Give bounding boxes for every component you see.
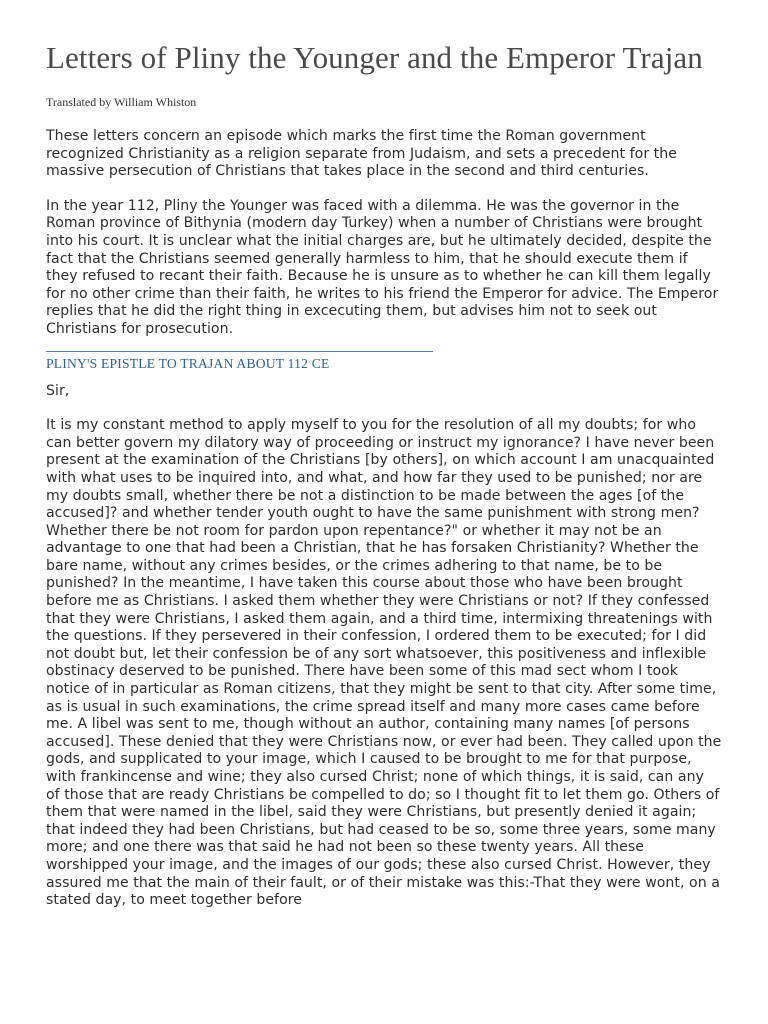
translator-credit: Translated by William Whiston <box>46 95 197 109</box>
intro-paragraph-2: In the year 112, Pliny the Younger was faced with a dilemma. He was the governor in the Roman province of Bithynia (modern day Turkey) when a number of Christians were brought into his court. It is unclear what the initial charges are, but he ultimately decided, despite the fact that the Christians seemed generally harmless to him, that he should execute them if they refused to recant their faith. Because he is unsure as to whether he can kill them legally for no other crime than their faith, he writes to his friend the Emperor for advice. The Emperor replies that he did the right thing in excecuting them, but advises him not to seek out Christians for prosecution. <box>46 197 719 337</box>
section-heading: PLINY'S EPISTLE TO TRAJAN ABOUT 112 CE <box>46 355 330 371</box>
intro-paragraph-1: These letters concern an episode which marks the first time the Roman government recognized Christianity as a religion separate from Judaism, and sets a precedent for the massive persecution of Christians that takes place in the second and third centuries. <box>46 128 677 180</box>
section-divider <box>46 351 433 352</box>
letter-salutation: Sir, <box>46 382 70 399</box>
document-page <box>46 40 722 910</box>
letter-body-paragraph: It is my constant method to apply myself to you for the resolution of all my doubts; for who can better govern my dilatory way of proceeding or instruct my ignorance? I have never been present at the examination of the Christians [by others], on which account I am unacquainted with what uses to be inquired into, and what, and how far they used to be punished; nor are my doubts small, whether there be not a distinction to be made between the ages [of the accused]? and whether tender youth ought to have the same punishment with strong men? Whether there be not room for pardon upon repentance?" or whether it may not be an advantage to one that had been a Christian, that he has forsaken Christianity? Whether the bare name, without any crimes besides, or the crimes adhering to that name, be to be punished? In the meantime, I have taken this course about those who have been brought before me as Christians. I asked them whether they were Christians or not? If they confessed that they were Christians, I asked them again, and a third time, intermixing threatenings with the questions. If they persevered in their confession, I ordered them to be executed; for I did not doubt but, let their confession be of any sort whatsoever, this positiveness and inflexible obstinacy deserved to be punished. There have been some of this mad sect whom I took notice of in particular as Roman citizens, that they might be sent to that city. After some time, as is usual in such examinations, the crime spread itself and many more cases came before me. A libel was sent to me, though without an author, containing many names [of persons accused]. These denied that they were Christians now, or ever had been. They called upon the gods, and supplicated to your image, which I caused to be brought to me for that purpose, with frankincense and wine; they also cursed Christ; none of which things, it is said, can any of those that are ready Christians be compelled to do; so I thought fit to let them go. Others of them that were named in the libel, said they were Christians, but presently denied it again; that indeed they had been Christians, but had ceased to be so, some three years, some many more; and one there was that said he had not been so these twenty years. All these worshipped your image, and the images of our gods; these also cursed Christ. However, they assured me that the main of their fault, or of their mistake was this:-That they were wont, on a stated day, to meet together before <box>46 417 722 909</box>
page-title: Letters of Pliny the Younger and the Emperor Trajan <box>46 40 703 75</box>
